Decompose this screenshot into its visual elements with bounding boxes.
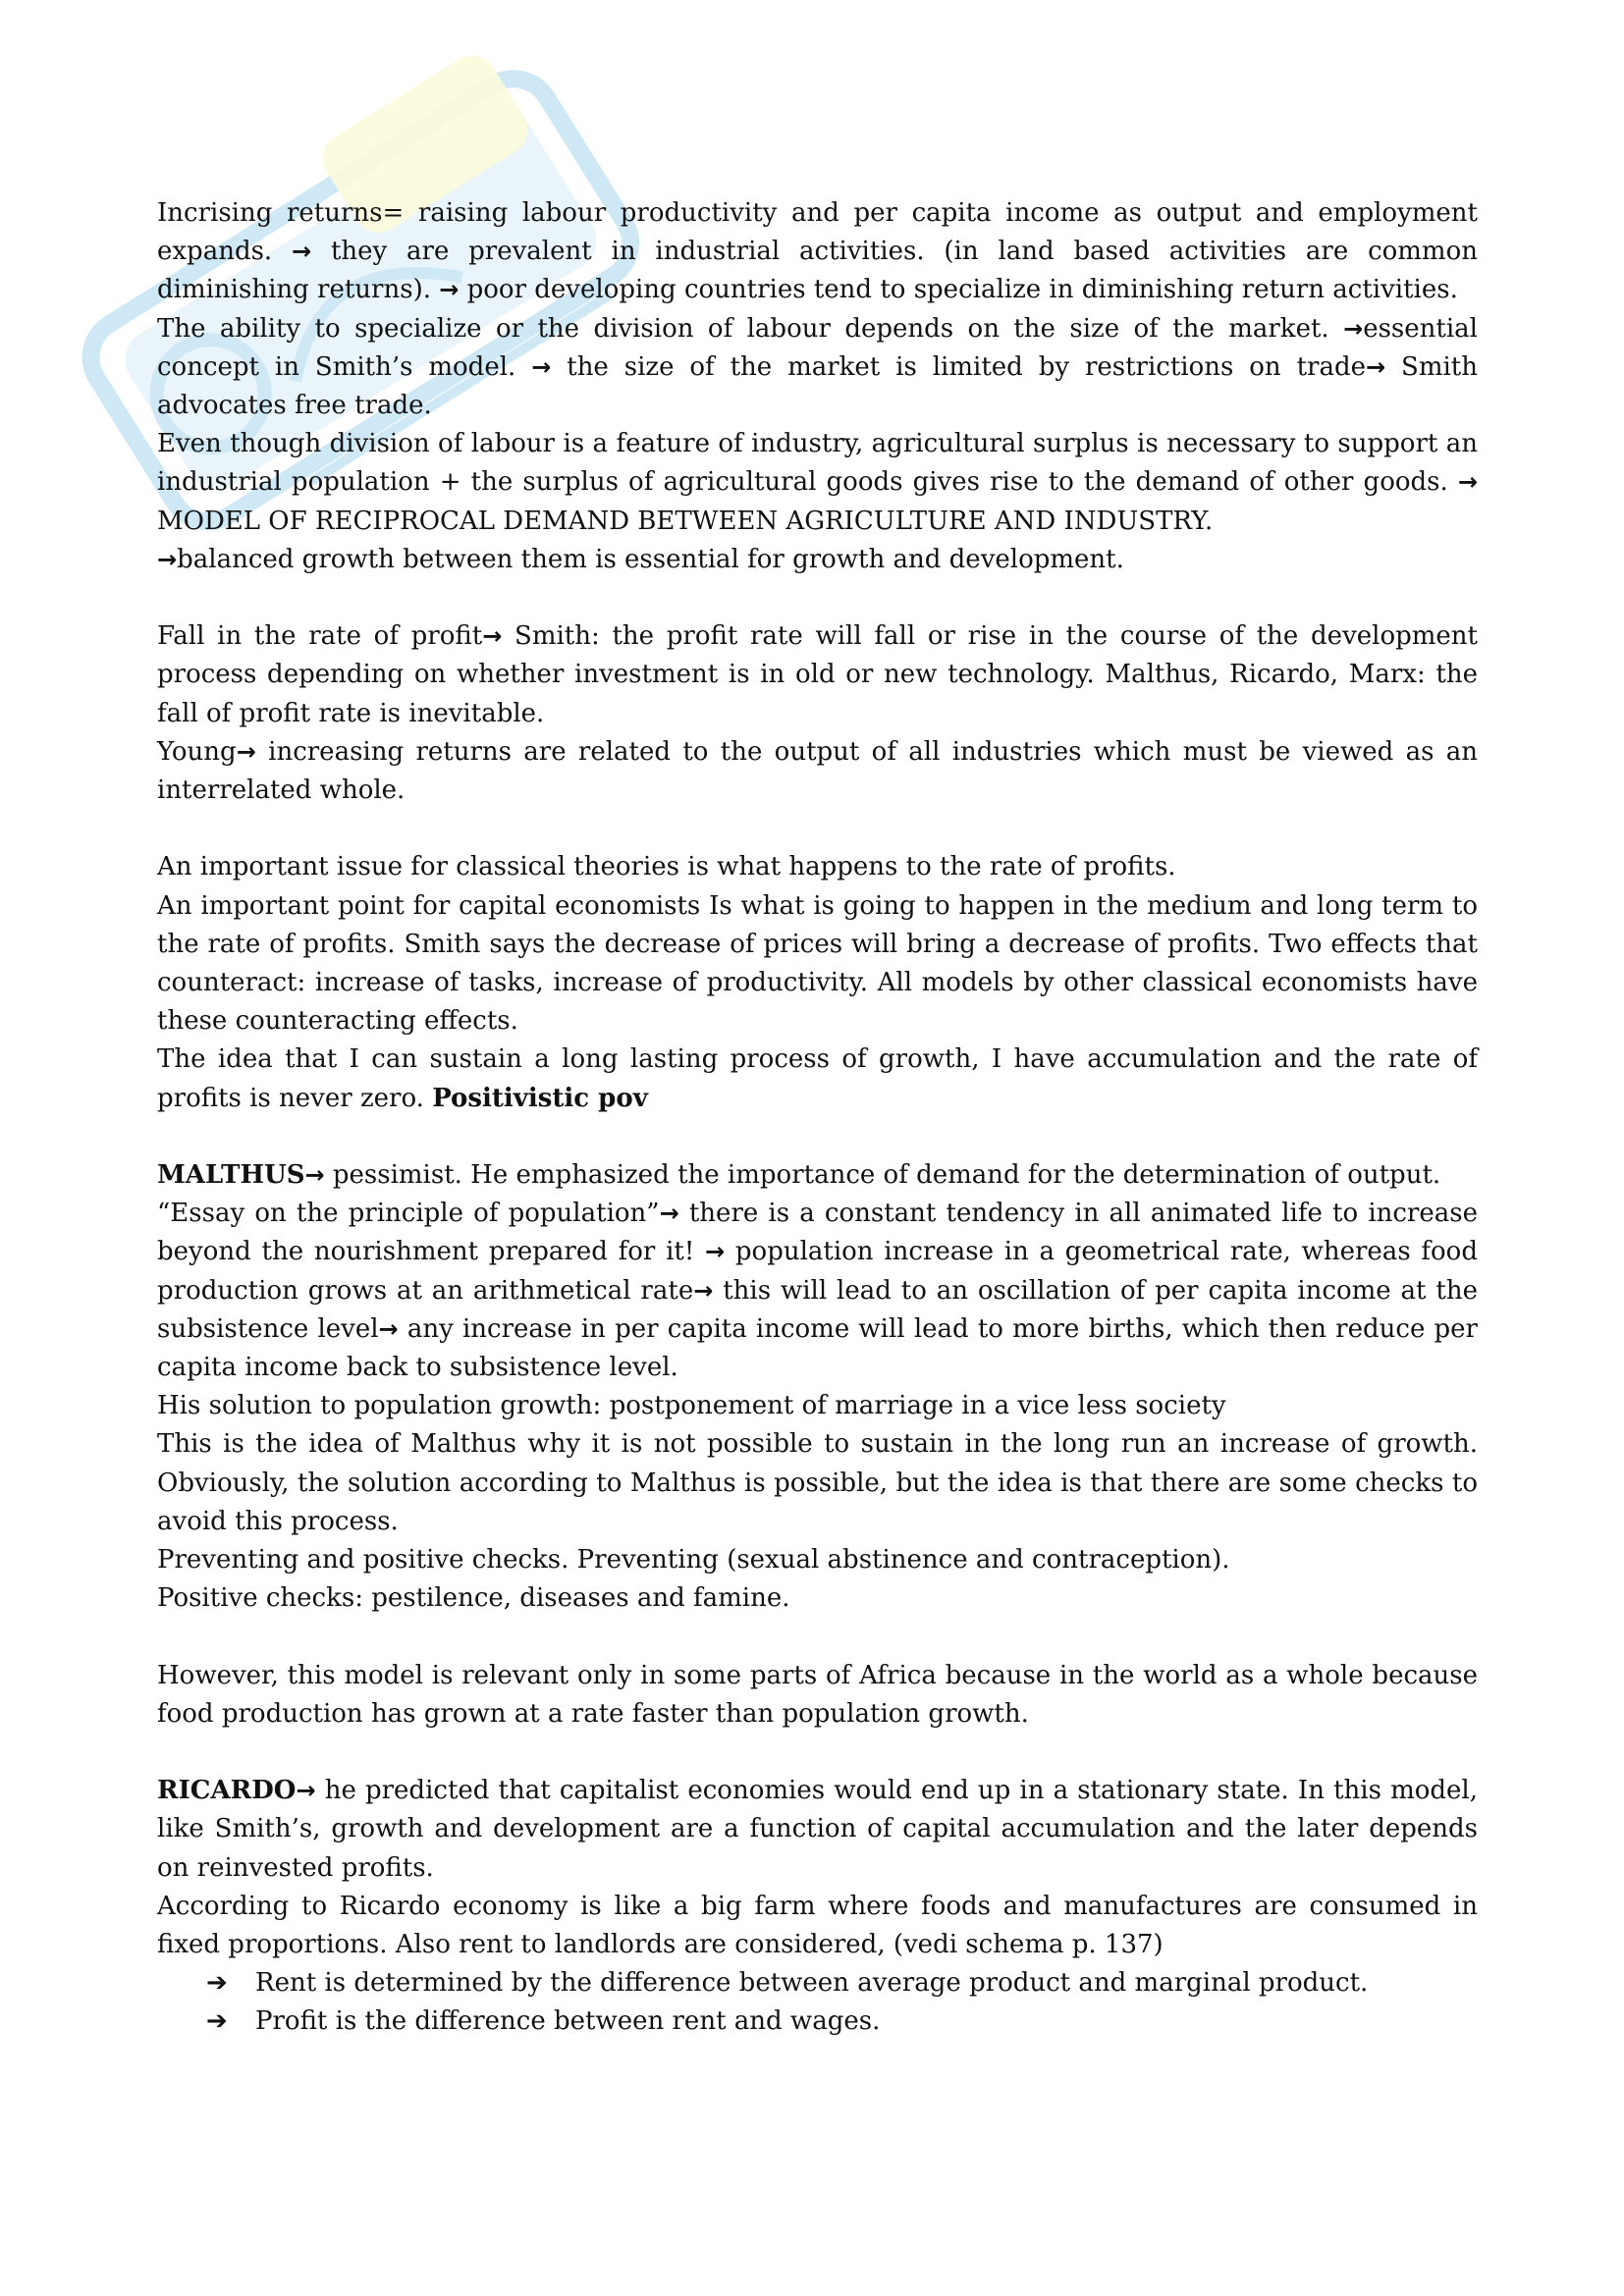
text-run: However, this model is relevant only in some parts of Africa because in the world as a whole because food production has grown at a rate faster than population growth. [157,1660,1478,1729]
paragraph [157,1425,1478,1541]
paragraph-spacer [157,1734,1478,1772]
bullet-arrow-icon: ➔ [206,1968,228,1999]
text-run: His solution to population growth: postponement of marriage in a vice less society [157,1391,1226,1421]
text-run: pessimist. He emphasized the importance of demand for the determination of output. [324,1160,1441,1191]
text-run: poor developing countries tend to specialize in diminishing return activities. [459,275,1458,305]
list-item-text: Profit is the difference between rent and wages. [255,2006,881,2037]
text-run: he predicted that capitalist economies would end up in a stationary state. In this model, like Smith’s, growth and development are a function of capital accumulation and the later depends on reinvested profits. [157,1776,1478,1883]
arrow-icon: → [705,1238,726,1266]
arrow-icon: → [482,622,503,651]
arrow-icon: → [157,545,178,573]
text-run: An important issue for classical theories is what happens to the rate of profits. [157,852,1176,882]
paragraph [157,1657,1478,1734]
paragraph-spacer [157,579,1478,617]
text-run: MODEL OF RECIPROCAL DEMAND BETWEEN AGRICULTURE AND INDUSTRY. [157,506,1214,536]
text-run: essential concept in Smith’s model. [157,313,1478,382]
text-run: increasing returns are related to the output of all industries which must be viewed as an interrelated whole. [157,736,1478,806]
list-item [157,1964,1478,2002]
arrow-icon: → [439,276,460,304]
arrow-icon: → [693,1276,714,1305]
text-run: any increase in per capita income will lead to more births, which then reduce per capita income back to subsistence level. [157,1313,1478,1383]
text-run: Young [157,736,237,767]
arrow-icon: → [1366,352,1386,381]
text-run: Preventing and positive checks. Preventing (sexual abstinence and contraception). [157,1545,1230,1575]
paragraph [157,1041,1478,1117]
arrow-icon: → [531,352,552,381]
paragraph [157,848,1478,886]
bullet-arrow-icon: ➔ [206,2006,228,2037]
text-run: Smith: the profit rate will fall or rise in the course of the development process depending on whether investment is in old or new technology. Malthus, Ricardo, Marx: the fall of profit rate is inevitable. [157,621,1478,728]
text-run: “Essay on the principle of population” [157,1199,660,1229]
paragraph [157,1772,1478,1888]
arrow-icon: → [1343,314,1364,343]
arrow-icon: → [659,1200,679,1228]
paragraph [157,733,1478,810]
paragraph [157,310,1478,426]
arrow-icon: → [304,1161,325,1190]
bold-text: RICARDO [157,1776,297,1806]
text-run: they are prevalent in industrial activities. (in land based activities are common diminishing returns). [157,237,1478,305]
paragraph [157,1888,1478,1964]
text-run: Even though division of labour is a feature of industry, agricultural surplus is necessary to support an industrial population + the surplus of agricultural goods gives rise to the demand of other goods. [157,429,1478,498]
paragraph [157,617,1478,733]
paragraph-spacer [157,1118,1478,1156]
text-run: This is the idea of Malthus why it is not possible to sustain in the long run an increase of growth. Obviously, the solution according to Malthus is possible, but the idea is that there are some checks to avoid this process. [157,1429,1478,1536]
paragraph [157,1387,1478,1425]
text-run: Positive checks: pestilence, diseases and famine. [157,1583,790,1614]
paragraph [157,425,1478,541]
paragraph [157,541,1478,579]
list-item-text: Rent is determined by the difference between average product and marginal product. [255,1968,1369,1999]
document-page [157,194,1478,2042]
paragraph-spacer [157,1618,1478,1656]
text-run: balanced growth between them is essential for growth and development. [177,544,1124,574]
text-run: Incrising returns= raising labour productivity and per capita income as output and employment expands. [157,198,1478,267]
text-run: Fall in the rate of profit [157,621,483,652]
arrow-icon: → [296,1777,316,1805]
paragraph [157,1579,1478,1618]
bold-text: Positivistic pov [432,1083,648,1113]
paragraph [157,1195,1478,1387]
paragraph-spacer [157,810,1478,848]
paragraph [157,887,1478,1041]
bold-text: MALTHUS [157,1160,305,1191]
text-run: the size of the market is limited by restrictions on trade [551,351,1366,382]
text-run: there is a constant tendency in all animated life to increase beyond the nourishment prepared for it! [157,1199,1478,1267]
arrow-icon: → [236,737,256,766]
arrow-icon: → [1457,468,1478,497]
paragraph [157,1156,1478,1195]
paragraph [157,194,1478,310]
text-run: Smith advocates free trade. [157,351,1478,421]
list-item [157,2002,1478,2041]
text-run: The ability to specialize or the division of labour depends on the size of the market. [157,313,1344,344]
arrow-icon: → [378,1314,399,1343]
text-run: The idea that I can sustain a long lasting process of growth, I have accumulation and the rate of profits is never zero. [157,1044,1478,1113]
text-run: According to Ricardo economy is like a big farm where foods and manufactures are consumed in fixed proportions. Also rent to landlords are considered, (vedi schema p. 137) [157,1891,1478,1960]
text-run: this will lead to an oscillation of per capita income at the subsistence level [157,1275,1478,1344]
arrow-icon: → [292,238,312,266]
paragraph [157,1541,1478,1579]
text-run: population increase in a geometrical rate, whereas food production grows at an arithmetical rate [157,1237,1478,1306]
text-run: An important point for capital economists Is what is going to happen in the medium and long term to the rate of profits. Smith says the decrease of prices will bring a decrease of profits. Two effects that counteract: increase of tasks, increase of productivity. All models by other classical economists have these counteracting effects. [157,890,1478,1037]
bullet-list [157,1964,1478,2041]
